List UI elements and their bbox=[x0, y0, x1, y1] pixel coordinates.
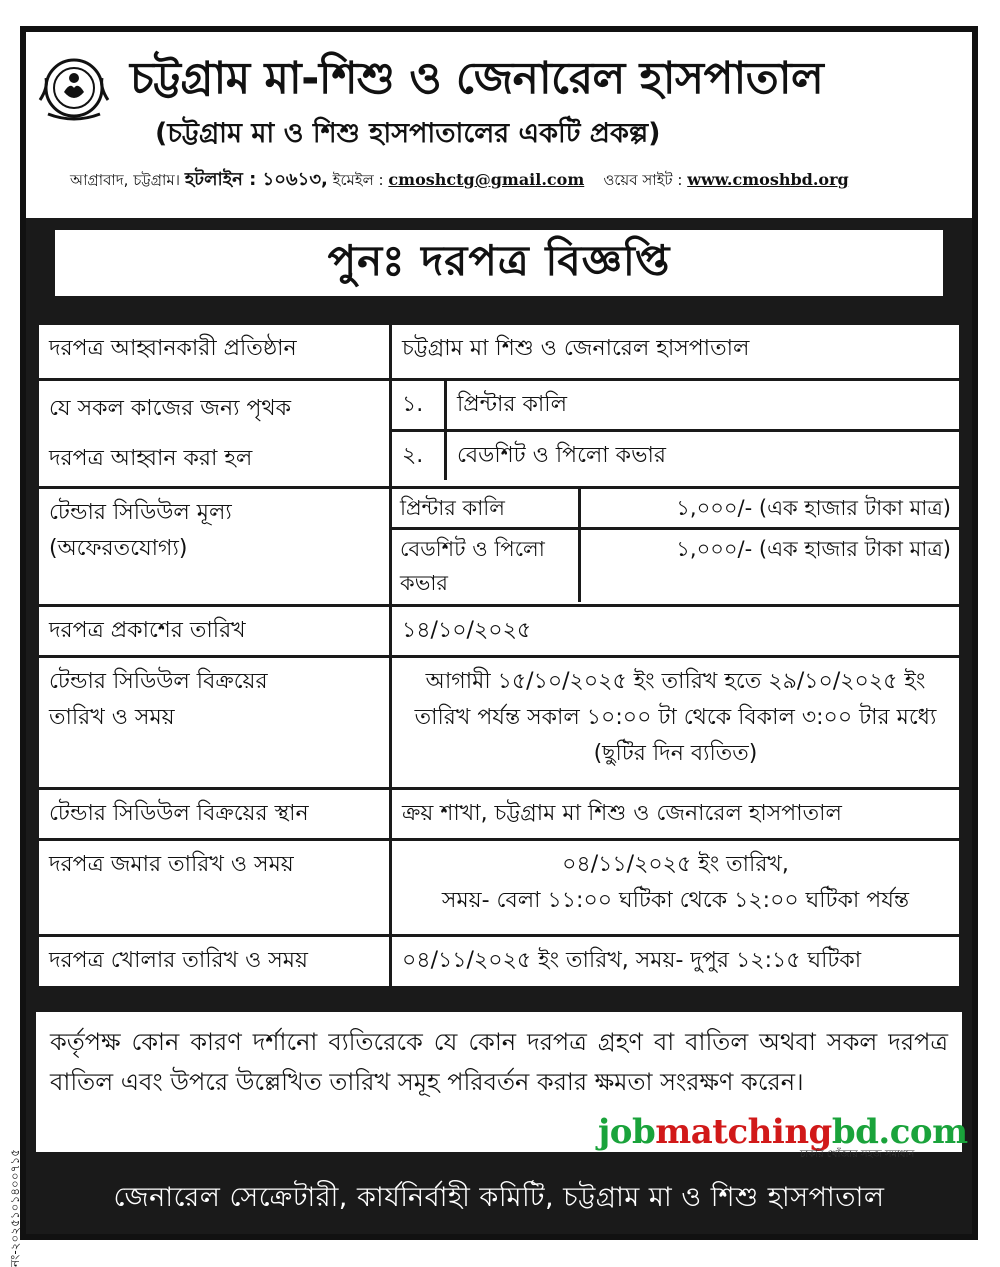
reference-number: নং-২০২৫১০১৪০০৭১৫ bbox=[8, 1149, 22, 1267]
item-number: ১. bbox=[392, 381, 447, 429]
price-row bbox=[392, 489, 959, 529]
table-row bbox=[38, 488, 961, 606]
row-label-line: (অফেরতযোগ্য) bbox=[49, 536, 188, 561]
contact-line bbox=[70, 166, 950, 194]
item-text: বেডশিট ও পিলো কভার bbox=[457, 443, 666, 468]
row-label: দরপত্র জমার তারিখ ও সময় bbox=[38, 840, 391, 936]
row-value: ০৪/১১/২০২৫ ইং তারিখ, সময়- দুপুর ১২:১৫ ঘটিকা bbox=[391, 936, 961, 988]
row-value-line: সময়- বেলা ১১:০০ ঘটিকা থেকে ১২:০০ ঘটিকা পর্যন্ত bbox=[441, 888, 910, 913]
hotline: হটলাইন : ১০৬১৩, bbox=[184, 169, 328, 190]
hospital-subtitle: (চট্টগ্রাম মা ও শিশু হাসপাতালের একটি প্রকল্প) bbox=[155, 118, 661, 149]
table-row bbox=[38, 606, 961, 657]
table-row bbox=[38, 380, 961, 488]
price-item-name: বেডশিট ও পিলো কভার bbox=[392, 529, 580, 603]
row-label-line: টেন্ডার সিডিউল বিক্রয়ের bbox=[49, 669, 268, 694]
row-value: ১৪/১০/২০২৫ bbox=[391, 606, 961, 657]
row-label: দরপত্র আহ্বানকারী প্রতিষ্ঠান bbox=[38, 324, 391, 380]
table-row bbox=[38, 789, 961, 840]
email-label: ইমেইল : bbox=[332, 171, 384, 189]
watermark-part: job bbox=[598, 1112, 656, 1152]
row-label-line: টেন্ডার সিডিউল মূল্য bbox=[49, 500, 232, 525]
address: আগ্রাবাদ, চট্টগ্রাম। bbox=[70, 171, 181, 189]
table-row bbox=[38, 657, 961, 789]
row-value-line: ০৪/১১/২০২৫ ইং তারিখ, bbox=[562, 852, 789, 877]
row-label bbox=[38, 380, 391, 488]
watermark-tagline: চাকরি খোঁজার সহজ সমাধান bbox=[800, 1149, 915, 1160]
watermark-part: matching bbox=[655, 1112, 832, 1152]
table-row bbox=[38, 324, 961, 380]
tender-table bbox=[36, 322, 962, 989]
signature-footer: জেনারেল সেক্রেটারী, কার্যনির্বাহী কমিটি, চট্টগ্রাম মা ও শিশু হাসপাতাল bbox=[26, 1164, 972, 1234]
notice-banner bbox=[26, 218, 972, 308]
row-label-line: দরপত্র আহ্বান করা হল bbox=[49, 446, 253, 471]
site-watermark bbox=[598, 1112, 968, 1152]
row-value bbox=[391, 840, 961, 936]
price-item-name: প্রিন্টার কালি bbox=[392, 489, 580, 529]
notice-title: পুনঃ দরপত্র বিজ্ঞপ্তি bbox=[55, 230, 943, 296]
website-link[interactable]: www.cmoshbd.org bbox=[687, 170, 849, 189]
row-label bbox=[38, 657, 391, 789]
price-table bbox=[392, 489, 959, 602]
item-text: প্রিন্টার কালি bbox=[457, 392, 567, 417]
row-value: ক্রয় শাখা, চট্টগ্রাম মা শিশু ও জেনারেল হাসপাতাল bbox=[391, 789, 961, 840]
price-row bbox=[392, 529, 959, 603]
item-number: ২. bbox=[392, 432, 447, 480]
price-value: ১,০০০/- (এক হাজার টাকা মাত্র) bbox=[580, 489, 960, 529]
row-label bbox=[38, 488, 391, 606]
email-link[interactable]: cmoshctg@gmail.com bbox=[388, 170, 585, 189]
table-row bbox=[38, 936, 961, 988]
row-label: দরপত্র খোলার তারিখ ও সময় bbox=[38, 936, 391, 988]
price-cell bbox=[391, 488, 961, 606]
price-value: ১,০০০/- (এক হাজার টাকা মাত্র) bbox=[580, 529, 960, 603]
table-row bbox=[38, 840, 961, 936]
row-label: দরপত্র প্রকাশের তারিখ bbox=[38, 606, 391, 657]
row-label-line: যে সকল কাজের জন্য পৃথক bbox=[49, 396, 292, 421]
row-value: আগামী ১৫/১০/২০২৫ ইং তারিখ হতে ২৯/১০/২০২৫ ইং তারিখ পর্যন্ত সকাল ১০:০০ টা থেকে বিকাল ৩:০০ টার মধ্যে (ছুটির দিন ব্যতিত) bbox=[391, 657, 961, 789]
work-items bbox=[391, 380, 961, 488]
list-item bbox=[392, 381, 959, 432]
authority-note: কর্তৃপক্ষ কোন কারণ দর্শানো ব্যতিরেকে যে কোন দরপত্র গ্রহণ বা বাতিল অথবা সকল দরপত্র বাতিল এবং উপরে উল্লেখিত তারিখ সমূহ পরিবর্তন করার ক্ষমতা সংরক্ষণ করেন। bbox=[36, 1012, 962, 1152]
watermark-part: bd.com bbox=[831, 1112, 968, 1152]
row-value: চট্টগ্রাম মা শিশু ও জেনারেল হাসপাতাল bbox=[391, 324, 961, 380]
list-item bbox=[392, 432, 959, 480]
hospital-logo-icon bbox=[34, 48, 114, 128]
hospital-title: চট্টগ্রাম মা-শিশু ও জেনারেল হাসপাতাল bbox=[130, 53, 824, 104]
row-label-line: তারিখ ও সময় bbox=[49, 705, 175, 730]
website-label: ওয়েব সাইট : bbox=[603, 171, 683, 189]
row-label: টেন্ডার সিডিউল বিক্রয়ের স্থান bbox=[38, 789, 391, 840]
